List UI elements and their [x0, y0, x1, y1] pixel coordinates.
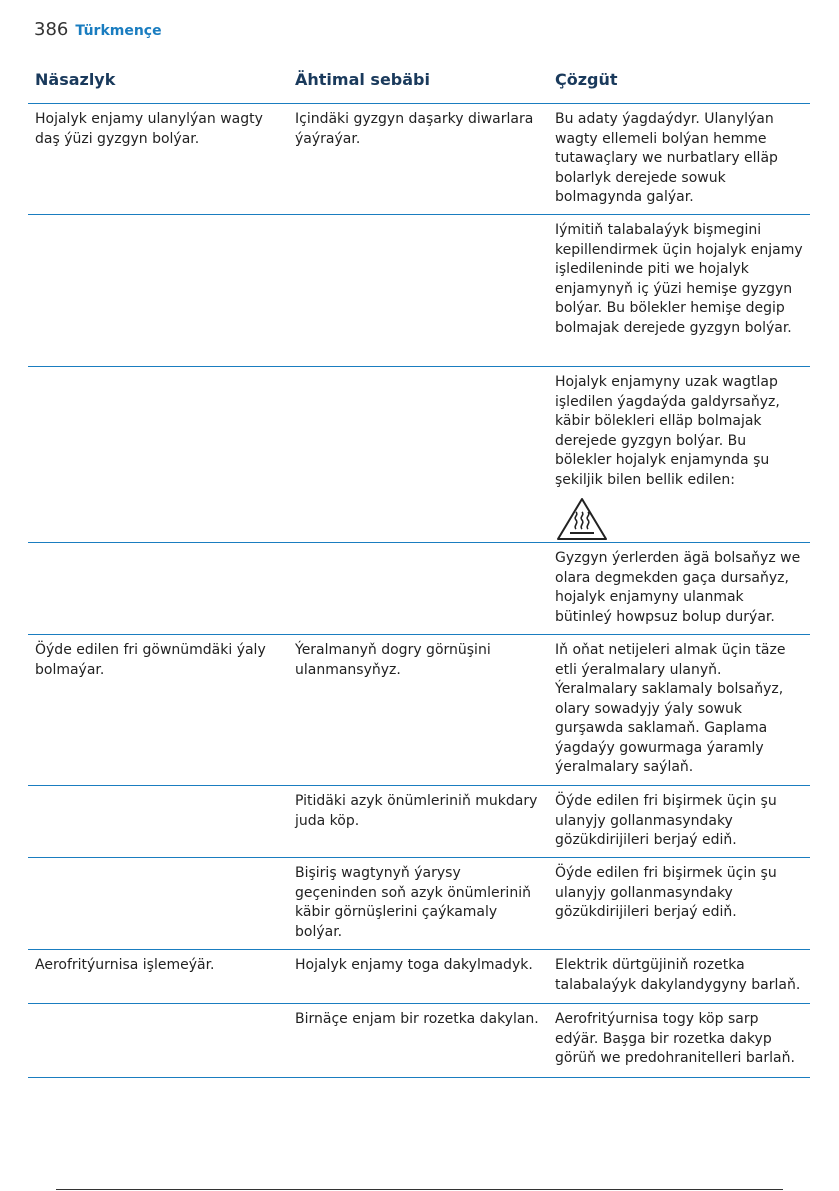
solution-cell: Öýde edilen fri bişirmek üçin şu ulanyjy gollanmasyndaky gözükdirijileri berjaý ediň. [555, 793, 777, 848]
troubleshooting-table [28, 56, 810, 1078]
footer-divider [56, 1189, 783, 1190]
column-header-problem: Näsazlyk [35, 70, 116, 89]
table-row [28, 786, 810, 858]
problem-cell: Aerofritýurnisa işlemeýär. [35, 957, 215, 973]
table-row [28, 215, 810, 367]
solution-cell: Bu adaty ýagdaýdyr. Ulanylýan wagty ellemeli bolýan hemme tutawaçlary we nurbatlary elläp bolarlyk derejede sowuk bolmagynda galýar. [555, 111, 778, 205]
cause-cell: Ýeralmanyň dogry görnüşini ulanmansyňyz. [295, 642, 491, 678]
cause-cell: Pitidäki azyk önümleriniň mukdary juda köp. [295, 793, 538, 829]
solution-cell: Aerofritýurnisa togy köp sarp edýär. Başga bir rozetka dakyp görüň we predohranitelleri barlaň. [555, 1011, 795, 1066]
problem-cell [28, 221, 288, 357]
cause-cell [288, 221, 548, 357]
table-row [28, 635, 810, 786]
table-row [28, 950, 810, 1004]
cause-cell [288, 549, 548, 625]
section-title: Türkmençe [75, 23, 162, 39]
cause-cell: Içindäki gyzgyn daşarky diwarlara ýaýraýar. [295, 111, 534, 147]
cause-cell: Birnäçe enjam bir rozetka dakylan. [295, 1011, 539, 1027]
table-row [28, 858, 810, 950]
hot-surface-warning-icon [555, 496, 609, 542]
solution-cell [548, 373, 810, 533]
cause-cell: Hojalyk enjamy toga dakylmadyk. [295, 957, 533, 973]
problem-cell: Öýde edilen fri göwnümdäki ýaly bolmaýar. [35, 642, 266, 678]
problem-cell [28, 1010, 288, 1068]
table-row [28, 104, 810, 215]
problem-cell [28, 864, 288, 940]
table-row [28, 1004, 810, 1078]
cause-cell [288, 373, 548, 533]
table-row [28, 543, 810, 635]
solution-cell: Öýde edilen fri bişirmek üçin şu ulanyjy gollanmasyndaky gözükdirijileri berjaý ediň. [555, 865, 777, 920]
table-header [28, 56, 810, 104]
table-row [28, 367, 810, 543]
problem-cell [28, 373, 288, 533]
page-number: 386 [34, 19, 69, 40]
solution-cell: Iýmitiň talabalaýyk bişmegini kepillendirmek üçin hojalyk enjamy işledileninde piti we hojalyk enjamynyň iç ýüzi hemişe gyzgyn bolýar. Bu bölekler hemişe degip bolmajak derejede gyzgyn bolýar. [555, 222, 803, 336]
problem-cell [28, 549, 288, 625]
solution-text: Hojalyk enjamyny uzak wagtlap işledilen ýagdaýda galdyrsaňyz, käbir bölekleri elläp bolmajak derejede gyzgyn bolýar. Bu bölekler hojalyk enjamynda şu şekiljik bilen bellik edilen: [555, 374, 780, 488]
column-header-cause: Ähtimal sebäbi [295, 70, 430, 89]
problem-cell: Hojalyk enjamy ulanylýan wagty daş ýüzi gyzgyn bolýar. [35, 111, 263, 147]
solution-cell: Elektrik dürtgüjiniň rozetka talabalaýyk dakylandygyny barlaň. [555, 957, 801, 993]
problem-cell [28, 792, 288, 848]
solution-cell: Gyzgyn ýerlerden ägä bolsaňyz we olara degmekden gaça dursaňyz, hojalyk enjamyny ulanmak bütinleý howpsuz bolup durýar. [555, 550, 801, 625]
column-header-solution: Çözgüt [555, 70, 618, 89]
page-header [34, 19, 162, 41]
cause-cell: Bişiriş wagtynyň ýarysy geçeninden soň azyk önümleriniň käbir görnüşlerini çaýkamaly bolýar. [295, 865, 531, 940]
solution-cell: Iň oňat netijeleri almak üçin täze etli ýeralmalary ulanyň. Ýeralmalary saklamaly bolsaňyz, olary sowadyjy ýaly sowuk gurşawda saklamaň. Gaplama ýagdaýy gowurmaga ýaramly ýeralmalary saýlaň. [555, 642, 786, 775]
